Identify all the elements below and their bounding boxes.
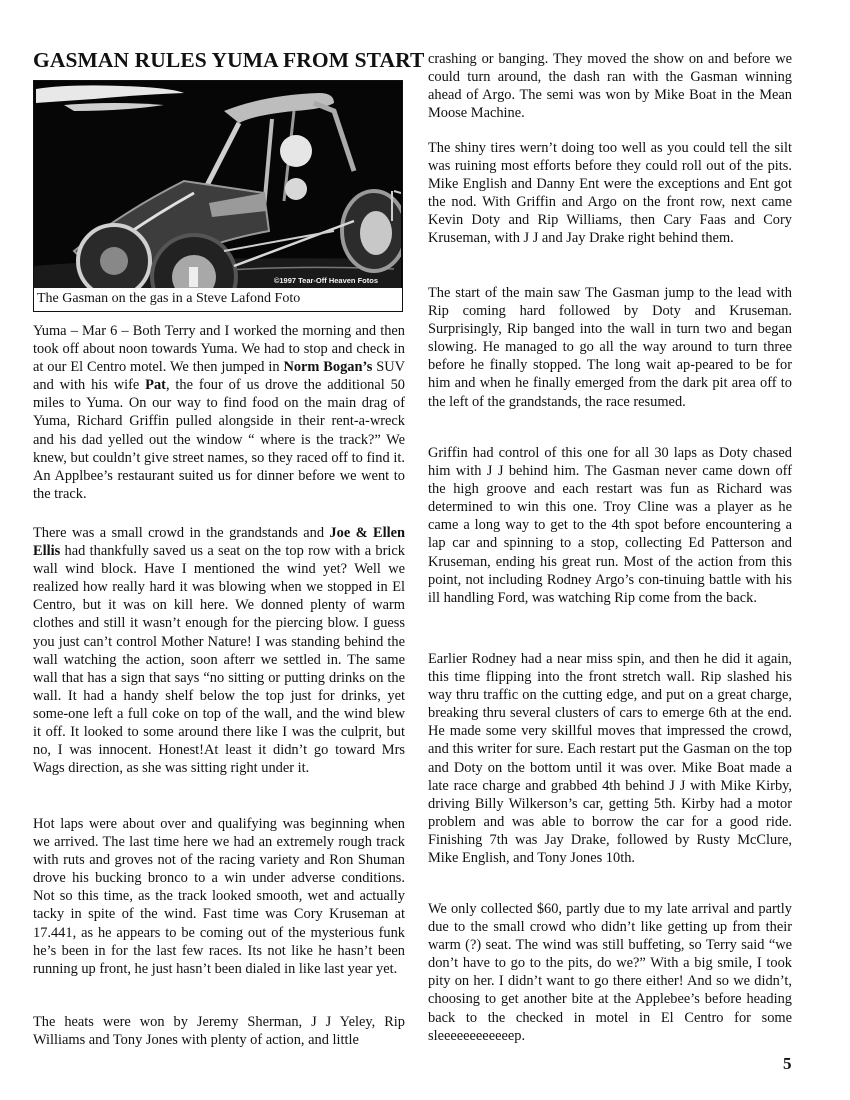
text-run: SUV and with his wife xyxy=(33,359,406,394)
text-run: Yuma – Mar 6 – Both Terry and I worked the morning and then took off about noon towards Yuma. We had to stop and check in at our El Centro motel. We then jumped in xyxy=(33,323,405,376)
paragraph-right-3: The start of the main saw The Gasman jump to the lead with Rip coming hard followed by Doty and Kruseman. Surprisingly, Rip banged into the wall in turn two and began slowing. He managed to go all the way around to turn three before he finally stopped. The long wait ap-peared to be for him and when he finally emerged from the dark pit area off to the left of the grandstands, the race resumed. xyxy=(428,285,792,410)
page-number: 5 xyxy=(783,1054,792,1073)
sprint-car-image-icon xyxy=(34,81,401,288)
bold-name: Joe & Ellen Ellis xyxy=(33,525,405,560)
text-run: , the four of us drove the additional 50 miles to Yuma. On our way to find food on the main drag of Yuma, Richard Griffin pulled alongside in their rent-a-wreck and his dad yelled out the window “ where is the track?” We knew, but couldn’t give street names, so they raced off to find it. An Applbee’s restaurant suited us for dinner before we went to the track. xyxy=(33,377,405,502)
paragraph-left-3 xyxy=(33,815,405,978)
text-run: There was a small crowd in the grandstands and xyxy=(33,525,330,541)
bold-name: Norm Bogan’s xyxy=(283,359,373,376)
paragraph-right-5: Earlier Rodney had a near miss spin, and then he did it again, this time flipping into the front stretch wall. Rip slashed his way thru traffic on the cutting edge, and put on a great charge, breaking thru several clusters of cars to emerge 6th at the end. He made some very skillful moves that impressed the crowd, and this writer for sure. Each restart put the Gasman on the top and Doty on the bottom until it was over. Mike Boat made a late race charge and grabbed 4th behind J J with Mike Kirby, driving Billy Wilkerson’s car, getting 5th. Kirby had a motor problem and was able to borrow the car for a good ride. Finishing 7th was Jay Drake, followed by Rusty McClure, Mike English, and Tony Jones 10th. xyxy=(428,651,792,867)
paragraph-right-1: crashing or banging. They moved the show on and before we could turn around, the dash ran with the Gasman winning ahead of Argo. The semi was won by Mike Boat in the Mean Moose Machine. xyxy=(428,51,792,122)
paragraph-right-6: We only collected $60, partly due to my late arrival and partly due to the small crowd who didn’t like getting up from their warm (?) seat. The wind was still buffeting, so Terry said “we don’t have to go to the pits, do we?” With a big smile, I took pity on her. I didn’t want to go there either! And so we didn’t, choosing to get another bite at the Applebee’s before heading back to the checked in motel in El Centro for some sleeeeeeeeeeeep. xyxy=(428,901,792,1044)
text-run: Hot laps were about over and qualifying was beginning when we arrived. The last time here we had an extremely rough track with ruts and groves not of the racing variety and Ron Shuman drove his bucking bronco to a win under adverse conditions. Not so this time, as the track looked smooth, wet and actually tacky in spite of the wind. Fast time was Cory Kruseman at 17.441, as he appears to be coming out of the mysterious funk he’s been in for the last few races. Its not like he hasn’t been running up front, he just hasn’t been dialed in like last year yet. xyxy=(33,816,405,977)
photo-caption: The Gasman on the gas in a Steve Lafond Foto xyxy=(37,291,301,306)
bold-name: Pat xyxy=(145,377,166,394)
paragraph-right-2: The shiny tires wern’t doing too well as you could tell the silt was ruining most efforts before they could roll out of the pits. Mike English and Danny Ent were the exceptions and Ent got the nod. With Griffin and Argo on the front row, next came Kevin Doty and Rip Williams, then Cary Faas and Cory Kruseman, with J J and Jay Drake right behind them. xyxy=(428,140,792,247)
photo-figure xyxy=(33,80,403,312)
paragraph-left-4 xyxy=(33,1013,405,1049)
text-run: The heats were won by Jeremy Sherman, J J Yeley, Rip Williams and Tony Jones with plenty of action, and little xyxy=(33,1014,405,1049)
text-run: had thankfully saved us a seat on the top row with a brick wall wind block. Have I mentioned the wind yet? Well we realized how really hard it was blowing when we stopped in El Centro, but it was on kill here. We donned plenty of warm clothes and still it wasn’t enough for the piercing blow. I guess you just can’t control Mother Nature! I was standing behind the wall watching the action, soon afterr we settled in. The same wall that has a sign that says “no sitting or putting drinks on the wall. It had a handy shelf below the top just for drinks, yet some-one left a full coke on top of the wall, and the wind blew it off. It looked to some around there like I was the culprit, but no, I was innocent. Honest!At least it didn’t go toward Mrs Wags direction, as she was sitting right under it. xyxy=(33,543,405,777)
article-title: GASMAN RULES YUMA FROM START xyxy=(33,48,425,72)
sprint-car-photo xyxy=(34,81,402,288)
paragraph-left-1 xyxy=(33,322,405,503)
paragraph-right-4: Griffin had control of this one for all 30 laps as Doty chased him with J J behind him. The Gasman never came down off the high groove and each restart was fun as Richard was determined to win this one. Troy Cline was a player as he came a long way to get to the 4th spot before encountering a lap car and spinning to a stop, collecting Ed Patterson and Kruseman, ending his great run. Most of the action from this point, not including Rodney Argo’s con-tinuing battle with his ill handling Ford, was watching Rip come from the back. xyxy=(428,445,792,606)
photo-credit: ©1997 Tear-Off Heaven Fotos xyxy=(273,276,378,285)
paragraph-left-2 xyxy=(33,524,405,777)
